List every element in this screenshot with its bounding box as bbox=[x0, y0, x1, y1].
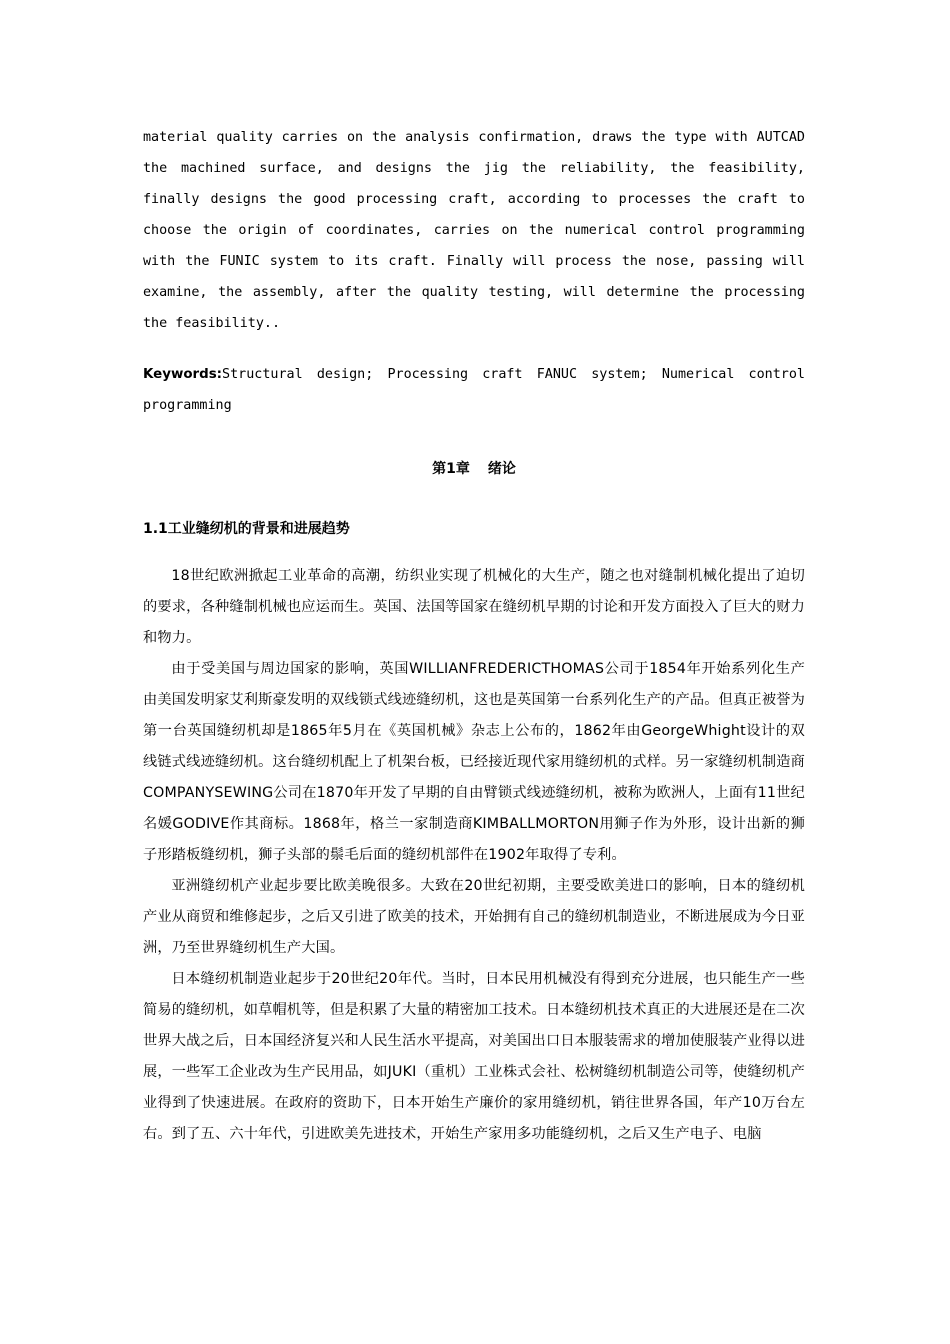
paragraph: 亚洲缝纫机产业起步要比欧美晚很多。大致在20世纪初期，主要受欧美进口的影响，日本的缝纫机产业从商贸和维修起步，之后又引进了欧美的技术，开始拥有自己的缝纫机制造业，不断进展成为今日亚洲，乃至世界缝纫机生产大国。 bbox=[143, 878, 805, 956]
paragraph: 18世纪欧洲掀起工业革命的高潮，纺织业实现了机械化的大生产，随之也对缝制机械化提出了迫切的要求，各种缝制机械也应运而生。英国、法国等国家在缝纫机早期的讨论和开发方面投入了巨大的财力和物力。 bbox=[143, 568, 805, 646]
keywords-text: Structural design; Processing craft FANUC system; Numerical control programming bbox=[143, 367, 805, 413]
chapter-number: 第1章 bbox=[432, 461, 470, 477]
body-text bbox=[143, 561, 805, 1150]
paragraph: 日本缝纫机制造业起步于20世纪20年代。当时，日本民用机械没有得到充分进展，也只能生产一些简易的缝纫机，如草帽机等，但是积累了大量的精密加工技术。日本缝纫机技术真正的大进展还是在二次世界大战之后，日本国经济复兴和人民生活水平提高，对美国出口日本服装需求的增加使服装产业得以进展，一些军工企业改为生产民用品，如JUKI（重机）工业株式会社、松树缝纫机制造公司等，使缝纫机产业得到了快速进展。在政府的资助下，日本开始生产廉价的家用缝纫机，销往世界各国，年产10万台左右。到了五、六十年代，引进欧美先进技术，开始生产家用多功能缝纫机，之后又生产电子、电脑 bbox=[143, 971, 805, 1142]
paragraph: 由于受美国与周边国家的影响，英国WILLIANFREDERICTHOMAS公司于1854年开始系列化生产由美国发明家艾利斯豪发明的双线锁式线迹缝纫机，这也是英国第一台系列化生产的产品。但真正被誉为第一台英国缝纫机却是1865年5月在《英国机械》杂志上公布的，1862年由GeorgeWhight设计的双线链式线迹缝纫机。这台缝纫机配上了机架台板，已经接近现代家用缝纫机的式样。另一家缝纫机制造商COMPANYSEWING公司在1870年开发了早期的自由臂锁式线迹缝纫机，被称为欧洲人，上面有11世纪名媛GODIVE作其商标。1868年，格兰一家制造商KIMBALLMORTON用狮子作为外形，设计出新的狮子形踏板缝纫机，狮子头部的鬃毛后面的缝纫机部件在1902年取得了专利。 bbox=[143, 661, 805, 863]
section-heading: 1.1工业缝纫机的背景和进展趋势 bbox=[143, 521, 350, 537]
chapter-heading bbox=[143, 459, 805, 479]
abstract-english: material quality carries on the analysis confirmation, draws the type with AUTCAD the machined surface, and designs the jig the reliability, the feasibility, finally designs the good processing craft, according to processes the craft to choose the origin of coordinates, carries on the numerical control programming with the FUNIC system to its craft. Finally will process the nose, passing will examine, the assembly, after the quality testing, will determine the processing the feasibility.. bbox=[143, 130, 805, 331]
document-page bbox=[143, 122, 805, 1150]
keywords-label: Keywords: bbox=[143, 367, 223, 382]
chapter-title: 绪论 bbox=[487, 461, 516, 477]
keywords-line bbox=[143, 359, 805, 421]
